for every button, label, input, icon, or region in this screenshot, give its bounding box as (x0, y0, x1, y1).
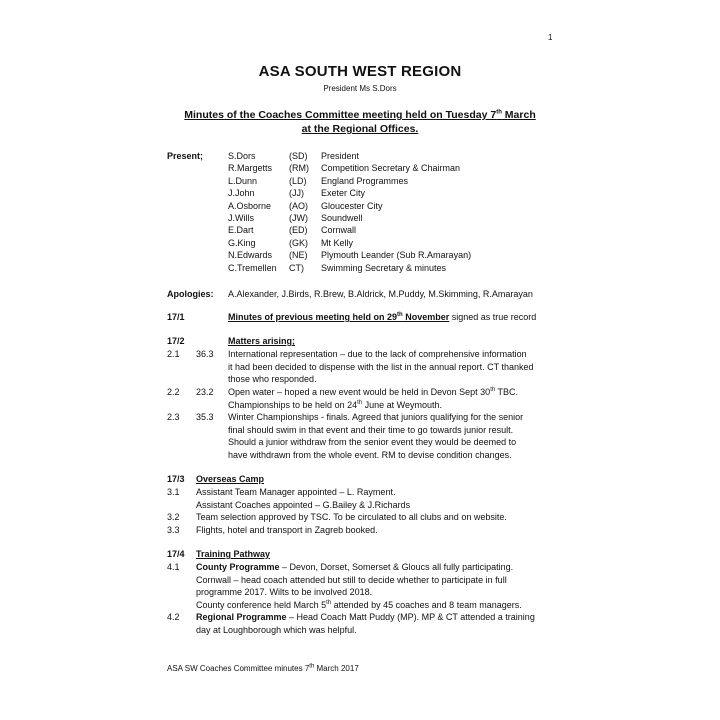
minutes-heading-line2: at the Regional Offices. (301, 123, 419, 135)
attendee-code: (LD) (289, 175, 307, 186)
item-2-3-line: final should swim in that event and their time to go towards junior result. (228, 424, 514, 435)
attendee-name: N.Edwards (228, 250, 273, 261)
item-3-1-number: 3.1 (167, 487, 180, 497)
item-2-2-ref: 23.2 (196, 387, 214, 397)
section-17-4-heading: Training Pathway (196, 549, 271, 559)
item-4-2-number: 4.2 (167, 612, 180, 622)
apologies-text: A.Alexander, J.Birds, R.Brew, B.Aldrick, M.Puddy, M.Skimming, R.Amarayan (228, 289, 533, 299)
item-4-1-number: 4.1 (167, 562, 180, 572)
item-2-1-line: it had been decided to dispense with the list in the annual report. CT thanked (228, 361, 534, 372)
attendee-role: Competition Secretary & Chairman (321, 163, 461, 174)
item-3-3-line: Flights, hotel and transport in Zagreb booked. (196, 525, 378, 535)
attendee-code: (JJ) (289, 188, 304, 199)
attendee-code: (GK) (289, 237, 308, 248)
item-3-2-line: Team selection approved by TSC. To be circulated to all clubs and on website. (196, 512, 507, 522)
item-4-2-line: day at Loughborough which was helpful. (196, 624, 357, 635)
attendee-name: C.Tremellen (228, 262, 277, 273)
item-2-2-number: 2.2 (167, 387, 180, 397)
item-2-1-ref: 36.3 (196, 349, 214, 359)
attendee-name: A.Osborne (228, 200, 272, 211)
item-3-1-line: Assistant Coaches appointed – G.Bailey & J.Richards (196, 499, 411, 510)
attendee-name: J.Wills (228, 213, 254, 223)
item-2-1-line: those who responded. (228, 374, 317, 384)
item-2-3-line: have withdrawn from the whole event. RM to devise condition changes. (228, 449, 512, 460)
page-footer: ASA SW Coaches Committee minutes 7th March 2017 (167, 663, 359, 673)
attendee-role: Plymouth Leander (Sub R.Amarayan) (321, 250, 472, 261)
attendee-role: Exeter City (321, 188, 366, 199)
attendee-code: (SD) (289, 151, 308, 161)
attendee-role: England Programmes (321, 175, 409, 186)
section-17-2-heading: Matters arising; (228, 336, 296, 346)
president-line: President Ms S.Dors (323, 84, 397, 93)
attendee-code: (AO) (289, 200, 308, 211)
item-2-3-number: 2.3 (167, 412, 180, 422)
attendee-name: E.Dart (228, 225, 254, 236)
item-2-1-number: 2.1 (167, 349, 180, 359)
apologies-label: Apologies: (167, 289, 214, 299)
section-17-1-text: Minutes of previous meeting held on 29th November signed as true record (228, 312, 537, 322)
item-4-1-line: County conference held March 5th attended by 45 coaches and 8 team managers. (196, 599, 522, 610)
attendee-name: S.Dors (228, 151, 256, 161)
item-4-1-line: Cornwall – head coach attended but still to decide whether to participate in full (196, 574, 507, 585)
attendee-role: Mt Kelly (321, 237, 354, 248)
item-2-2-line: Championships to be held on 24th June at Weymouth. (228, 399, 442, 410)
attendee-code: (JW) (289, 213, 308, 223)
item-2-2-line: Open water – hoped a new event would be held in Devon Sept 30th TBC. (228, 387, 519, 397)
section-17-1-number: 17/1 (167, 312, 185, 322)
item-4-1-line: County Programme – Devon, Dorset, Somerset & Gloucs all fully participating. (196, 562, 514, 572)
section-17-3-number: 17/3 (167, 474, 185, 484)
item-3-2-number: 3.2 (167, 512, 180, 522)
section-17-2-number: 17/2 (167, 336, 185, 346)
item-4-1-line: programme 2017. Wilts to be involved 2018. (196, 587, 373, 597)
page-number: 1 (548, 33, 553, 42)
attendee-code: (ED) (289, 225, 308, 236)
attendee-name: G.King (228, 237, 256, 248)
attendee-name: L.Dunn (228, 175, 258, 186)
item-3-3-number: 3.3 (167, 525, 180, 535)
attendee-code: (NE) (289, 250, 308, 261)
document-title: ASA SOUTH WEST REGION (258, 63, 462, 80)
attendee-role: Gloucester City (321, 200, 383, 211)
item-2-1-line: International representation – due to the lack of comprehensive information (228, 349, 527, 359)
attendee-code: (RM) (289, 163, 309, 174)
item-4-2-line: Regional Programme – Head Coach Matt Puddy (MP). MP & CT attended a training (196, 612, 535, 622)
attendee-role: Swimming Secretary & minutes (321, 262, 447, 273)
present-label: Present; (167, 151, 204, 161)
item-2-3-line: Should a junior withdraw from the senior event they would be deemed to (228, 437, 517, 447)
attendee-name: R.Margetts (228, 163, 273, 174)
attendee-name: J.John (228, 188, 255, 199)
attendee-role: Cornwall (321, 225, 357, 236)
item-2-3-line: Winter Championships - finals. Agreed that juniors qualifying for the senior (228, 412, 524, 422)
minutes-heading-line1: Minutes of the Coaches Committee meeting held on Tuesday 7th March (184, 109, 536, 121)
section-17-3-heading: Overseas Camp (196, 474, 265, 484)
attendee-role: Soundwell (321, 213, 363, 223)
section-17-4-number: 17/4 (167, 549, 185, 559)
item-3-1-line: Assistant Team Manager appointed – L. Rayment. (196, 487, 396, 497)
attendee-role: President (321, 151, 360, 161)
attendee-code: CT) (289, 262, 304, 273)
item-2-3-ref: 35.3 (196, 412, 214, 422)
